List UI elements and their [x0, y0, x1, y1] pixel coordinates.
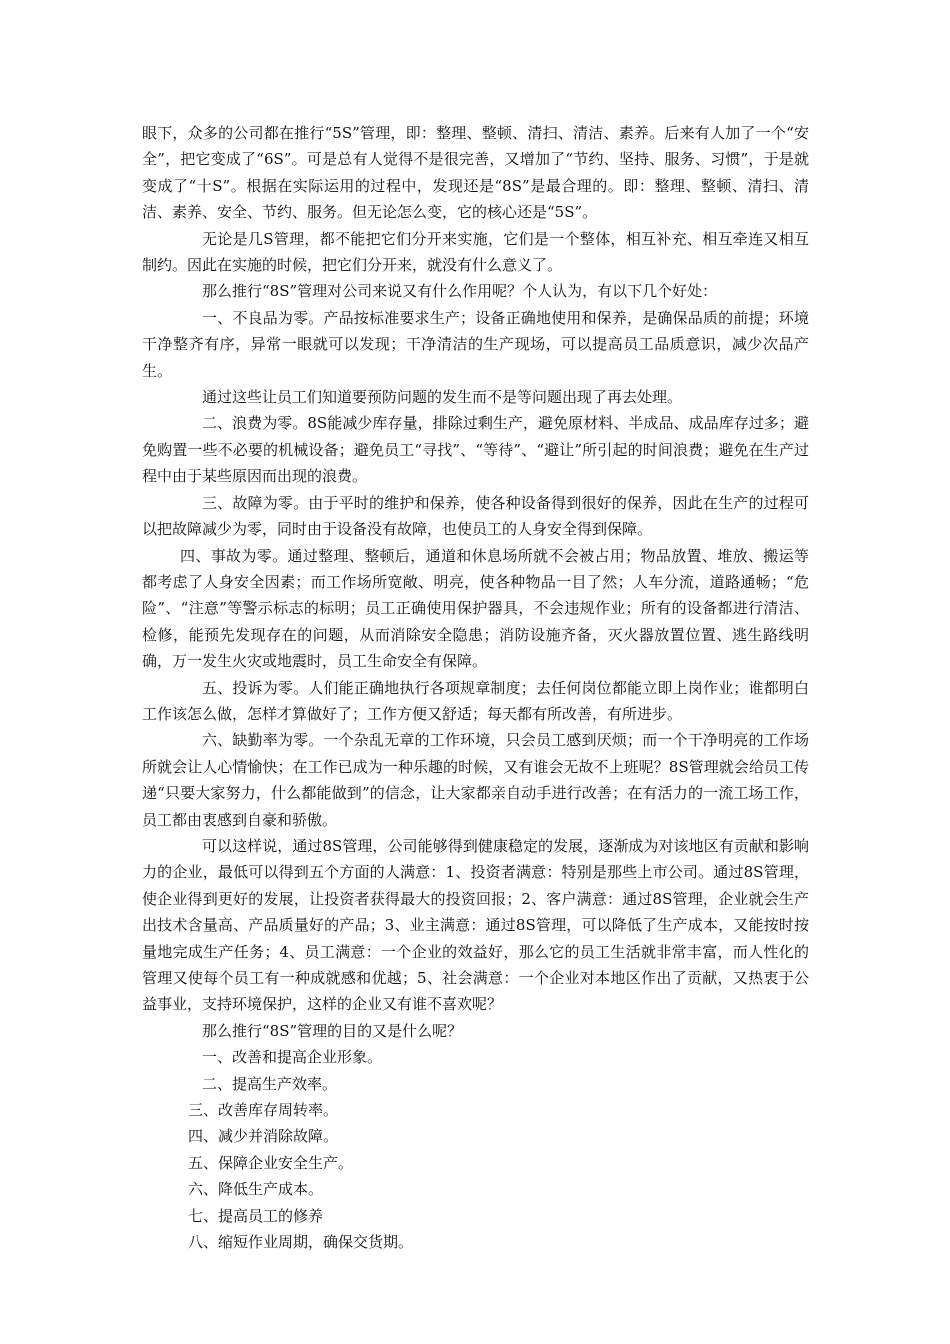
paragraph-benefit-2: 二、浪费为零。8S能减少库存量，排除过剩生产，避免原材料、半成品、成品库存过多；避免购置一些不必要的机械设备；避免员工“寻找”、“等待”、“避让”所引起的时间浪费；避免在生产过程中由于某些原因而出现的浪费。 — [142, 414, 809, 486]
paragraph-benefit-3: 三、故障为零。由于平时的维护和保养，使各种设备得到很好的保养，因此在生产的过程可以把故障减少为零，同时由于设备没有故障，也使员工的人身安全得到保障。 — [142, 493, 809, 539]
paragraph-benefit-5: 五、投诉为零。人们能正确地执行各项规章制度；去任何岗位都能立即上岗作业；谁都明白工作该怎么做，怎样才算做好了；工作方便又舒适；每天都有所改善，有所进步。 — [142, 678, 809, 723]
goals-list — [142, 1044, 809, 1255]
paragraph-benefit-1: 一、不良品为零。产品按标准要求生产；设备正确地使用和保养，是确保品质的前提；环境干净整齐有序，异常一眼就可以发现；干净清洁的生产现场，可以提高员工品质意识，减少次品产生。 — [142, 308, 809, 380]
paragraph-integrity: 无论是几S管理，都不能把它们分开来实施，它们是一个整体，相互补充、相互牵连又相互制约。因此在实施的时候，把它们分开来，就没有什么意义了。 — [142, 229, 809, 275]
paragraph-benefit-4: 四、事故为零。通过整理、整顿后，通道和休息场所就不会被占用；物品放置、堆放、搬运等都考虑了人身安全因素；而工作场所宽敞、明亮，使各种物品一目了然；人车分流，道路通畅；“危险”、“注意”等警示标志的标明；员工正确使用保护器具，不会违规作业；所有的设备都进行清洁、检修，能预先发现存在的问题，从而消除安全隐患；消防设施齐备，灭火器放置位置、逃生路线明确，万一发生火灾或地震时，员工生命安全有保障。 — [142, 546, 809, 671]
paragraph-benefit-6: 六、缺勤率为零。一个杂乱无章的工作环境，只会员工感到厌烦；而一个干净明亮的工作场所就会让人心情愉快；在工作已成为一种乐趣的时候，又有谁会无故不上班呢？8S管理就会给员工传递“只要大家努力，什么都能做到”的信念，让大家都亲自动手进行改善；在有活力的一流工场工作，员工都由衷感到自豪和骄傲。 — [142, 731, 809, 829]
paragraph-intro: 眼下，众多的公司都在推行“5S”管理，即：整理、整顿、清扫、清洁、素养。后来有人加了一个“安全”，把它变成了“6S”。可是总有人觉得不是很完善，又增加了“节约、坚持、服务、习惯”，于是就变成了“十S”。根据在实际运用的过程中，发现还是“8S”是最合理的。即：整理、整顿、清扫、清洁、素养、安全、节约、服务。但无论怎么变，它的核心还是“5S”。 — [142, 124, 809, 222]
list-item: 三、改善库存周转率。 — [188, 1101, 339, 1120]
document-body — [142, 120, 809, 1255]
list-item: 八、缩短作业周期，确保交货期。 — [188, 1233, 414, 1252]
paragraph-satisfaction: 可以这样说，通过8S管理，公司能够得到健康稳定的发展，逐渐成为对该地区有贡献和影响力的企业，最低可以得到五个方面的人满意：1、投资者满意：特别是那些上市公司。通过8S管理，使企业得到更好的发展，让投资者获得最大的投资回报；2、客户满意：通过8S管理，企业就会生产出技术含量高、产品质量好的产品；3、业主满意：通过8S管理，可以降低了生产成本，又能按时按量地完成生产任务；4、员工满意：一个企业的效益好，那么它的员工生活就非常丰富，而人性化的管理又使每个员工有一种成就感和优越；5、社会满意：一个企业对本地区作出了贡献，又热衷于公益事业，支持环境保护，这样的企业又有谁不喜欢呢？ — [142, 836, 809, 1014]
list-item: 二、提高生产效率。 — [202, 1074, 338, 1093]
paragraph-goals-intro: 那么推行“8S”管理的目的又是什么呢？ — [202, 1021, 463, 1040]
list-item: 五、保障企业安全生产。 — [188, 1153, 354, 1172]
list-item: 四、减少并消除故障。 — [188, 1127, 339, 1146]
list-item: 一、改善和提高企业形象。 — [202, 1048, 383, 1067]
paragraph-benefits-intro: 那么推行“8S”管理对公司来说又有什么作用呢？个人认为，有以下几个好处： — [202, 282, 718, 301]
list-item: 六、降低生产成本。 — [188, 1180, 324, 1199]
list-item: 七、提高员工的修养 — [188, 1206, 324, 1225]
paragraph-prevention: 通过这些让员工们知道要预防问题的发生而不是等问题出现了再去处理。 — [202, 388, 683, 407]
